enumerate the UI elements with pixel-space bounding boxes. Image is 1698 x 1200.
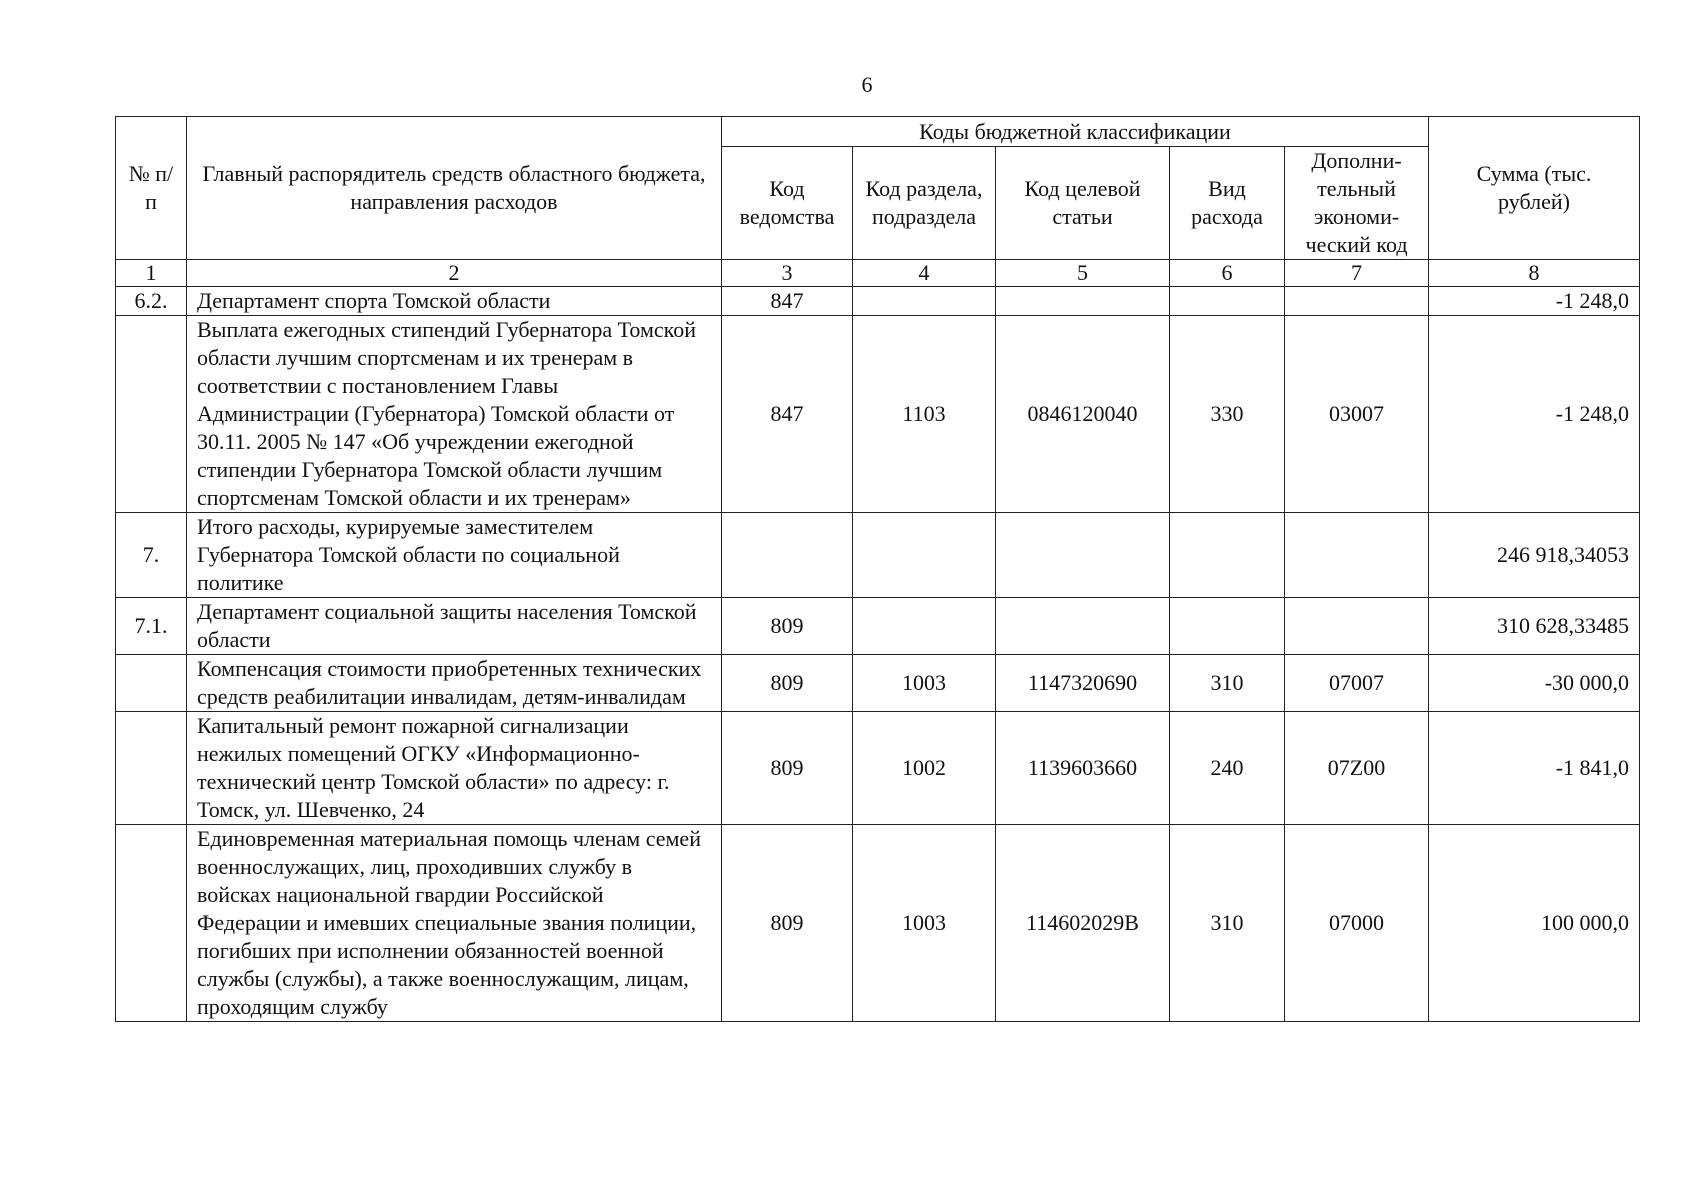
row-name: Департамент социальной защиты населения Томской области: [187, 598, 722, 655]
row-target-code: [996, 598, 1170, 655]
header-target-code: Код целевой статьи: [996, 147, 1170, 260]
row-section-code: 1103: [853, 316, 996, 513]
row-name: Капитальный ремонт пожарной сигнализации нежилых помещений ОГКУ «Информационно-технический центр Томской области» по адресу: г. Томск, ул. Шевченко, 24: [187, 712, 722, 825]
row-extra-code: 03007: [1285, 316, 1429, 513]
header-extra-code: Дополни-тельный экономи-ческий код: [1285, 147, 1429, 260]
table-row: [116, 825, 1640, 1022]
row-target-code: 1147320690: [996, 655, 1170, 712]
row-section-code: 1003: [853, 825, 996, 1022]
row-dept-code: 809: [722, 655, 853, 712]
header-num: № п/п: [116, 117, 187, 260]
table-row: [116, 655, 1640, 712]
table-row: [116, 712, 1640, 825]
row-name: Компенсация стоимости приобретенных технических средств реабилитации инвалидам, детям-инвалидам: [187, 655, 722, 712]
row-sum: -1 841,0: [1429, 712, 1640, 825]
row-sum: 100 000,0: [1429, 825, 1640, 1022]
row-expense-type: [1170, 513, 1285, 598]
row-dept-code: 809: [722, 598, 853, 655]
row-name: Единовременная материальная помощь членам семей военнослужащих, лиц, проходивших службу в войсках национальной гвардии Российской Федерации и имевших специальные звания полиции, погибших при исполнении обязанностей военной службы (службы), а также военнослужащим, лицам, проходящим службу: [187, 825, 722, 1022]
row-expense-type: 310: [1170, 655, 1285, 712]
column-number: 6: [1170, 260, 1285, 287]
row-num: 6.2.: [116, 287, 187, 316]
row-num: 7.: [116, 513, 187, 598]
row-expense-type: [1170, 598, 1285, 655]
column-number: 1: [116, 260, 187, 287]
row-num: 7.1.: [116, 598, 187, 655]
column-number: 5: [996, 260, 1170, 287]
row-section-code: 1002: [853, 712, 996, 825]
header-sum: Сумма (тыс. рублей): [1429, 117, 1640, 260]
row-num: [116, 655, 187, 712]
row-sum: 310 628,33485: [1429, 598, 1640, 655]
row-expense-type: [1170, 287, 1285, 316]
header-codes-group: Коды бюджетной классификации: [722, 117, 1429, 147]
column-number: 4: [853, 260, 996, 287]
column-number: 2: [187, 260, 722, 287]
row-target-code: [996, 287, 1170, 316]
row-name: Выплата ежегодных стипендий Губернатора Томской области лучшим спортсменам и их тренерам в соответствии с постановлением Главы Администрации (Губернатора) Томской области от 30.11. 2005 № 147 «Об учреждении ежегодной стипендии Губернатора Томской области лучшим спортсменам Томской области и их тренерам»: [187, 316, 722, 513]
table-row: [116, 316, 1640, 513]
header-name: Главный распорядитель средств областного бюджета, направления расходов: [187, 117, 722, 260]
row-num: [116, 712, 187, 825]
header-expense-type: Вид расхода: [1170, 147, 1285, 260]
row-section-code: 1003: [853, 655, 996, 712]
row-expense-type: 240: [1170, 712, 1285, 825]
column-number: 7: [1285, 260, 1429, 287]
row-target-code: 114602029B: [996, 825, 1170, 1022]
row-sum: -30 000,0: [1429, 655, 1640, 712]
row-num: [116, 316, 187, 513]
row-section-code: [853, 598, 996, 655]
column-numbers-row: [116, 260, 1640, 287]
row-dept-code: 809: [722, 825, 853, 1022]
row-extra-code: 07000: [1285, 825, 1429, 1022]
column-number: 8: [1429, 260, 1640, 287]
table-row: [116, 598, 1640, 655]
row-extra-code: [1285, 598, 1429, 655]
budget-table: [115, 116, 1640, 1022]
row-extra-code: [1285, 287, 1429, 316]
header-section-code: Код раздела, подраздела: [853, 147, 996, 260]
row-extra-code: [1285, 513, 1429, 598]
row-expense-type: 310: [1170, 825, 1285, 1022]
row-sum: -1 248,0: [1429, 287, 1640, 316]
row-target-code: 1139603660: [996, 712, 1170, 825]
row-extra-code: 07Z00: [1285, 712, 1429, 825]
table-row: [116, 513, 1640, 598]
header-dept-code: Код ведомства: [722, 147, 853, 260]
page-number: 6: [861, 72, 873, 97]
row-sum: 246 918,34053: [1429, 513, 1640, 598]
row-target-code: 0846120040: [996, 316, 1170, 513]
row-dept-code: 809: [722, 712, 853, 825]
row-section-code: [853, 287, 996, 316]
row-expense-type: 330: [1170, 316, 1285, 513]
row-num: [116, 825, 187, 1022]
table-row: [116, 287, 1640, 316]
row-dept-code: 847: [722, 287, 853, 316]
row-dept-code: 847: [722, 316, 853, 513]
column-number: 3: [722, 260, 853, 287]
row-sum: -1 248,0: [1429, 316, 1640, 513]
row-target-code: [996, 513, 1170, 598]
row-name: Департамент спорта Томской области: [187, 287, 722, 316]
row-dept-code: [722, 513, 853, 598]
row-extra-code: 07007: [1285, 655, 1429, 712]
row-section-code: [853, 513, 996, 598]
row-name: Итого расходы, курируемые заместителем Губернатора Томской области по социальной политике: [187, 513, 722, 598]
